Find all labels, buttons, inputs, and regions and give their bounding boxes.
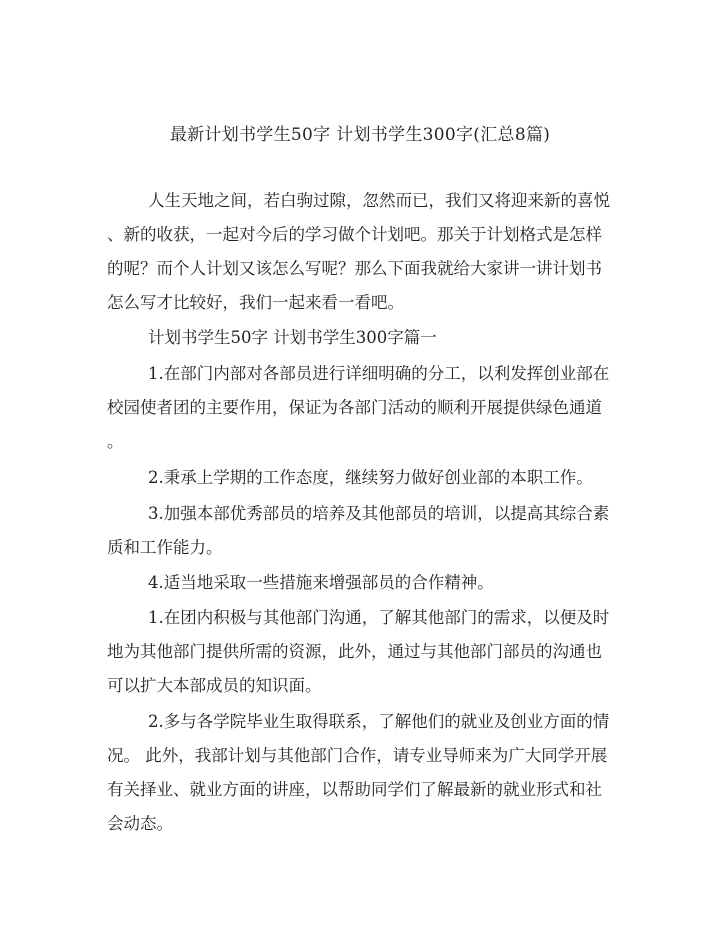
paragraph-line: 2.秉承上学期的工作态度，继续努力做好创业部的本职工作。 — [148, 468, 593, 487]
paragraph-line: 可以扩大本部成员的知识面。 — [107, 676, 322, 695]
paragraph-line: 1.在部门内部对各部员进行详细明确的分工，以利发挥创业部在 — [148, 364, 610, 383]
paragraph-line: 。 — [107, 432, 124, 451]
paragraph-line: 、新的收获，一起对今后的学习做个计划吧。那关于计划格式是怎样 — [107, 225, 602, 244]
paragraph-line: 人生天地之间，若白驹过隙，忽然而已，我们又将迎来新的喜悦 — [148, 191, 610, 210]
paragraph-line: 况。 此外，我部计划与其他部门合作，请专业导师来为广大同学开展 — [107, 746, 608, 765]
paragraph-line: 1.在团内积极与其他部门沟通，了解其他部门的需求，以便及时 — [148, 608, 610, 627]
paragraph-line: 3.加强本部优秀部员的培养及其他部员的培训，以提高其综合素 — [148, 504, 610, 523]
paragraph-line: 怎么写才比较好，我们一起来看一看吧。 — [107, 293, 404, 312]
paragraph-line: 有关择业、就业方面的讲座，以帮助同学们了解最新的就业形式和社 — [107, 780, 602, 799]
paragraph-line: 4.适当地采取一些措施来增强部员的合作精神。 — [148, 573, 494, 592]
section-heading: 计划书学生50字 计划书学生300字篇一 — [148, 328, 437, 347]
paragraph-line: 会动态。 — [107, 814, 173, 833]
paragraph-line: 2.多与各学院毕业生取得联系，了解他们的就业及创业方面的情 — [148, 712, 610, 731]
paragraph-line: 校园使者团的主要作用，保证为各部门活动的顺利开展提供绿色通道 — [107, 398, 602, 417]
paragraph-line: 质和工作能力。 — [107, 538, 223, 557]
paragraph-line: 的呢？而个人计划又该怎么写呢？那么下面我就给大家讲一讲计划书 — [107, 259, 602, 278]
paragraph-line: 地为其他部门提供所需的资源，此外，通过与其他部门部员的沟通也 — [107, 642, 602, 661]
document-title: 最新计划书学生50字 计划书学生300字(汇总8篇) — [169, 125, 551, 145]
